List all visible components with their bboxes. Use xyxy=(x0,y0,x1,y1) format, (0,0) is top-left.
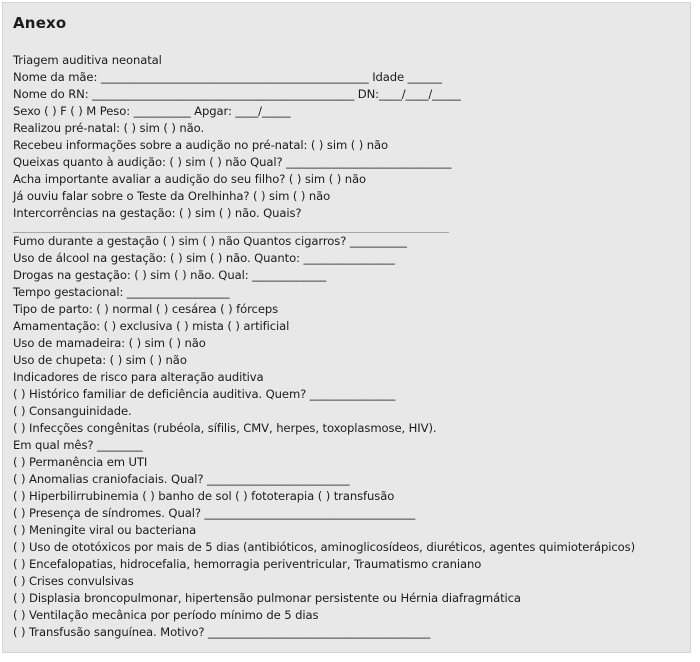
field-prenatal: Realizou pré-natal: ( ) sim ( ) não. xyxy=(13,121,205,135)
field-smoking: Fumo durante a gestação ( ) sim ( ) não Quantos cigarros? __________ xyxy=(13,234,407,248)
risk-encephalopathies: ( ) Encefalopatias, hidrocefalia, hemorragia periventricular, Traumatismo craniano xyxy=(13,557,482,571)
divider-line xyxy=(13,232,449,233)
risk-meningitis: ( ) Meningite viral ou bacteriana xyxy=(13,523,197,537)
field-bottle: Uso de mamadeira: ( ) sim ( ) não xyxy=(13,336,206,350)
risk-blood-transfusion: ( ) Transfusão sanguínea. Motivo? _______________________________________ xyxy=(13,625,431,639)
risk-consanguinity: ( ) Consanguinidade. xyxy=(13,404,132,418)
field-breastfeeding: Amamentação: ( ) exclusiva ( ) mista ( ) artificial xyxy=(13,319,290,333)
risk-syndromes: ( ) Presença de síndromes. Qual? _____________________________________ xyxy=(13,506,416,520)
risk-bronchopulmonary-dysplasia: ( ) Displasia broncopulmonar, hipertensão pulmonar persistente ou Hérnia diafragmática xyxy=(13,591,521,605)
annex-panel xyxy=(2,2,691,653)
field-newborn-name-dob: Nome do RN: ______________________________________________ DN:____/____/_____ xyxy=(13,87,461,101)
risk-icu-stay: ( ) Permanência em UTI xyxy=(13,455,148,469)
risk-ototoxic-drugs: ( ) Uso de ototóxicos por mais de 5 dias (antibióticos, aminoglicosídeos, diuréticos, agentes quimioterápicos) xyxy=(13,540,636,554)
form-lines xyxy=(13,52,683,641)
risk-congenital-infections: ( ) Infecções congênitas (rubéola, sífilis, CMV, herpes, toxoplasmose, HIV). xyxy=(13,421,437,435)
field-heard-ear-test: Já ouviu falar sobre o Teste da Orelhinha? ( ) sim ( ) não xyxy=(13,189,331,203)
field-mother-name-age: Nome da mãe: _______________________________________________ Idade ______ xyxy=(13,70,442,84)
field-hearing-complaints: Queixas quanto à audição: ( ) sim ( ) não Qual? _____________________________ xyxy=(13,155,452,169)
field-delivery-type: Tipo de parto: ( ) normal ( ) cesárea ( ) fórceps xyxy=(13,302,279,316)
field-hearing-info-prenatal: Recebeu informações sobre a audição no pré-natal: ( ) sim ( ) não xyxy=(13,138,388,152)
section-heading-risk-indicators: Indicadores de risco para alteração auditiva xyxy=(13,370,264,384)
field-alcohol: Uso de álcool na gestação: ( ) sim ( ) não. Quanto: ________________ xyxy=(13,251,395,265)
field-which-month: Em qual mês? ________ xyxy=(13,438,143,452)
risk-hyperbilirubinemia: ( ) Hiperbilirrubinemia ( ) banho de sol ( ) fototerapia ( ) transfusão xyxy=(13,489,395,503)
field-gestational-time: Tempo gestacional: __________________ xyxy=(13,285,230,299)
risk-mechanical-ventilation: ( ) Ventilação mecânica por período mínimo de 5 dias xyxy=(13,608,319,622)
field-important-evaluate: Acha importante avaliar a audição do seu filho? ( ) sim ( ) não xyxy=(13,172,366,186)
section-heading-neonatal-screening: Triagem auditiva neonatal xyxy=(13,53,162,67)
field-drugs: Drogas na gestação: ( ) sim ( ) não. Qual: _____________ xyxy=(13,268,327,282)
risk-family-history: ( ) Histórico familiar de deficiência auditiva. Quem? _______________ xyxy=(13,387,396,401)
risk-craniofacial-anomalies: ( ) Anomalias craniofaciais. Qual? _________________________ xyxy=(13,472,350,486)
field-pacifier: Uso de chupeta: ( ) sim ( ) não xyxy=(13,353,187,367)
risk-seizures: ( ) Crises convulsivas xyxy=(13,574,134,588)
field-pregnancy-complications: Intercorrências na gestação: ( ) sim ( ) não. Quais? xyxy=(13,206,302,220)
annex-title: Anexo xyxy=(13,14,67,32)
field-sex-weight-apgar: Sexo ( ) F ( ) M Peso: __________ Apgar: ____/_____ xyxy=(13,104,291,118)
